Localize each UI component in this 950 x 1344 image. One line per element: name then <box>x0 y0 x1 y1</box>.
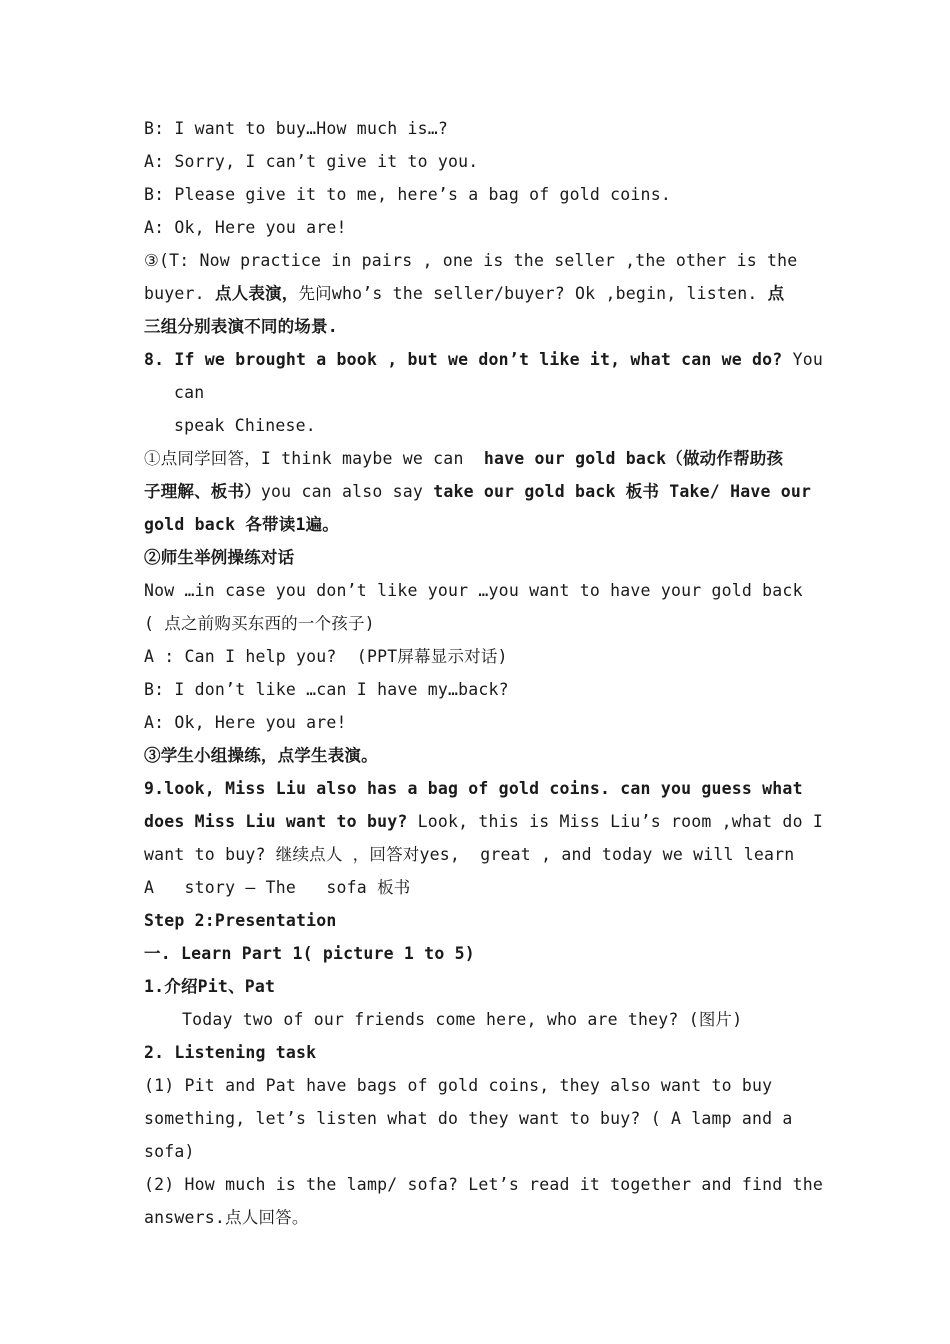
bold-text-run: 子理解、板书） <box>144 482 261 501</box>
text-line <box>144 574 814 607</box>
text-line <box>144 508 814 541</box>
bold-text-run: 8. If we brought a book , but we don’t like it, what can we do? <box>144 350 783 369</box>
bold-text-run: 点人表演， <box>214 284 299 303</box>
bold-text-run: 三组分别表演不同的场景. <box>144 317 338 336</box>
text-run: You <box>782 350 823 369</box>
text-line <box>144 1069 814 1102</box>
text-line <box>144 277 814 310</box>
text-line <box>144 1135 814 1168</box>
bold-text-run: 1.介绍Pit、Pat <box>144 977 276 996</box>
bold-text-run: ③学生小组操练，点学生表演。 <box>144 746 378 765</box>
bold-text-run: 9.look, Miss Liu also has a bag of gold coins. can you guess what <box>144 779 803 798</box>
bold-text-run: Step 2:Presentation <box>144 911 337 930</box>
text-run: you can also say <box>260 482 434 501</box>
text-run: sofa) <box>144 1142 195 1161</box>
text-run: Today two of our friends come here, who are they? (图片) <box>182 1010 743 1029</box>
bold-text-run: take our gold back 板书 Take/ Have our <box>433 482 812 501</box>
text-run: ( 点之前购买东西的一个孩子) <box>144 614 375 633</box>
text-run: B: I want to buy…How much is…? <box>144 119 449 138</box>
text-line <box>144 673 814 706</box>
text-run: 先问who’s the seller/buyer? Ok ,begin, listen. <box>298 284 768 303</box>
text-line <box>144 1168 823 1201</box>
text-line <box>144 739 814 772</box>
text-line <box>144 409 814 442</box>
text-line <box>144 640 814 673</box>
text-line <box>144 310 814 343</box>
text-line <box>144 937 814 970</box>
text-line <box>144 211 814 244</box>
text-line <box>144 244 814 277</box>
bold-text-run: 点 <box>767 284 785 303</box>
text-line <box>144 112 814 145</box>
text-run: answers.点人回答。 <box>144 1208 309 1227</box>
text-line <box>144 805 823 838</box>
bold-text-run: 2. Listening task <box>144 1043 317 1062</box>
text-line <box>144 343 823 376</box>
text-line <box>144 607 814 640</box>
text-line <box>144 904 814 937</box>
text-line <box>144 541 814 574</box>
text-line <box>144 1036 814 1069</box>
text-run: A story – The sofa 板书 <box>144 878 411 897</box>
text-run: buyer. <box>144 284 215 303</box>
text-line <box>144 772 814 805</box>
text-run: (1) Pit and Pat have bags of gold coins, they also want to buy <box>144 1076 773 1095</box>
text-run: A: Ok, Here you are! <box>144 218 347 237</box>
text-run: want to buy? 继续点人 ，回答对yes, great , and today we will learn <box>144 845 795 864</box>
text-line <box>144 970 814 1003</box>
bold-text-run: gold back 各带读1遍。 <box>144 515 339 534</box>
text-run: something, let’s listen what do they want to buy? ( A lamp and a <box>144 1109 793 1128</box>
text-line <box>144 145 814 178</box>
bold-text-run: 一. Learn Part 1( picture 1 to 5) <box>144 944 475 963</box>
text-line <box>144 442 814 475</box>
text-run: A : Can I help you? (PPT屏幕显示对话) <box>144 647 508 666</box>
text-run: can <box>174 383 205 402</box>
text-run: A: Ok, Here you are! <box>144 713 347 732</box>
text-line <box>144 178 814 211</box>
text-run: A: Sorry, I can’t give it to you. <box>144 152 479 171</box>
text-run: Look, this is Miss Liu’s room ,what do I <box>407 812 823 831</box>
text-line <box>144 706 814 739</box>
document-page <box>144 112 823 1234</box>
text-run: ③(T: Now practice in pairs , one is the seller ,the other is the <box>144 251 798 270</box>
text-line <box>144 1201 814 1234</box>
text-run: B: I don’t like …can I have my…back? <box>144 680 509 699</box>
bold-text-run: does Miss Liu want to buy? <box>144 812 408 831</box>
text-run: B: Please give it to me, here’s a bag of gold coins. <box>144 185 671 204</box>
text-line <box>144 838 814 871</box>
text-line <box>144 1102 814 1135</box>
text-line <box>144 376 814 409</box>
text-run: speak Chinese. <box>174 416 316 435</box>
text-line <box>144 475 814 508</box>
bold-text-run: ②师生举例操练对话 <box>144 548 295 567</box>
text-line <box>144 871 814 904</box>
text-run: Now …in case you don’t like your …you want to have your gold back <box>144 581 803 600</box>
text-run: (2) How much is the lamp/ sofa? Let’s read it together and find the <box>144 1175 823 1194</box>
bold-text-run: have our gold back（做动作帮助孩 <box>483 449 784 468</box>
text-line <box>144 1003 814 1036</box>
text-run: ①点同学回答，I think maybe we can <box>144 449 484 468</box>
